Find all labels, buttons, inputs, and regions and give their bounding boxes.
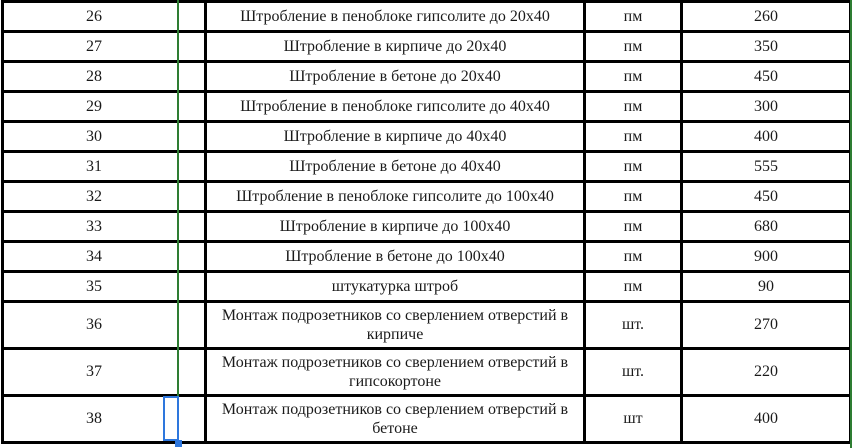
cell-selection-cursor[interactable] xyxy=(163,396,179,441)
table-row xyxy=(3,92,851,122)
unit-cell[interactable]: пм xyxy=(585,182,682,212)
row-number-cell[interactable]: 30 xyxy=(3,122,206,152)
row-number-cell[interactable]: 36 xyxy=(3,302,206,349)
price-cell[interactable]: 400 xyxy=(682,396,851,443)
table-row xyxy=(3,122,851,152)
row-number-cell[interactable]: 31 xyxy=(3,152,206,182)
price-cell[interactable]: 350 xyxy=(682,32,851,62)
column-guide-line-left xyxy=(177,0,179,443)
description-cell[interactable]: Штробление в кирпиче до 20x40 xyxy=(206,32,585,62)
row-number-cell[interactable]: 38 xyxy=(3,396,206,443)
table-row xyxy=(3,396,851,443)
price-table-body xyxy=(3,2,851,443)
description-cell[interactable]: Штробление в кирпиче до 40x40 xyxy=(206,122,585,152)
unit-cell[interactable]: пм xyxy=(585,272,682,302)
row-number-cell[interactable]: 33 xyxy=(3,212,206,242)
price-cell[interactable]: 450 xyxy=(682,182,851,212)
table-row xyxy=(3,62,851,92)
row-number-cell[interactable]: 37 xyxy=(3,349,206,396)
table-row xyxy=(3,212,851,242)
price-cell[interactable]: 300 xyxy=(682,92,851,122)
price-cell[interactable]: 555 xyxy=(682,152,851,182)
row-number-cell[interactable]: 34 xyxy=(3,242,206,272)
description-cell[interactable]: Монтаж подрозетников со сверлением отверстий в гипсокортоне xyxy=(206,349,585,396)
unit-cell[interactable]: пм xyxy=(585,242,682,272)
table-row xyxy=(3,152,851,182)
table-row xyxy=(3,32,851,62)
row-number-cell[interactable]: 29 xyxy=(3,92,206,122)
row-number-cell[interactable]: 26 xyxy=(3,2,206,32)
price-cell[interactable]: 680 xyxy=(682,212,851,242)
unit-cell[interactable]: шт. xyxy=(585,302,682,349)
description-cell[interactable]: Штробление в пеноблоке гипсолите до 40x40 xyxy=(206,92,585,122)
row-number-cell[interactable]: 35 xyxy=(3,272,206,302)
unit-cell[interactable]: пм xyxy=(585,92,682,122)
table-row xyxy=(3,272,851,302)
row-number-cell[interactable]: 27 xyxy=(3,32,206,62)
unit-cell[interactable]: шт. xyxy=(585,349,682,396)
description-cell[interactable]: Монтаж подрозетников со сверлением отверстий в кирпиче xyxy=(206,302,585,349)
unit-cell[interactable]: шт xyxy=(585,396,682,443)
description-cell[interactable]: Монтаж подрозетников со сверлением отверстий в бетоне xyxy=(206,396,585,443)
unit-cell[interactable]: пм xyxy=(585,62,682,92)
page-guide-line-right xyxy=(850,0,852,448)
table-row xyxy=(3,242,851,272)
description-cell[interactable]: Штробление в пеноблоке гипсолите до 20x40 xyxy=(206,2,585,32)
table-row xyxy=(3,182,851,212)
description-cell[interactable]: Штробление в бетоне до 20x40 xyxy=(206,62,585,92)
price-cell[interactable]: 220 xyxy=(682,349,851,396)
price-table xyxy=(1,0,852,444)
selection-resize-handle[interactable] xyxy=(175,440,182,447)
row-number-cell[interactable]: 28 xyxy=(3,62,206,92)
description-cell[interactable]: Штробление в кирпиче до 100x40 xyxy=(206,212,585,242)
table-row xyxy=(3,349,851,396)
unit-cell[interactable]: пм xyxy=(585,212,682,242)
price-cell[interactable]: 450 xyxy=(682,62,851,92)
row-number-cell[interactable]: 32 xyxy=(3,182,206,212)
price-cell[interactable]: 260 xyxy=(682,2,851,32)
description-cell[interactable]: Штробление в пеноблоке гипсолите до 100x40 xyxy=(206,182,585,212)
unit-cell[interactable]: пм xyxy=(585,2,682,32)
unit-cell[interactable]: пм xyxy=(585,32,682,62)
price-cell[interactable]: 90 xyxy=(682,272,851,302)
table-row xyxy=(3,2,851,32)
price-cell[interactable]: 400 xyxy=(682,122,851,152)
table-row xyxy=(3,302,851,349)
description-cell[interactable]: штукатурка штроб xyxy=(206,272,585,302)
description-cell[interactable]: Штробление в бетоне до 40x40 xyxy=(206,152,585,182)
price-cell[interactable]: 270 xyxy=(682,302,851,349)
description-cell[interactable]: Штробление в бетоне до 100x40 xyxy=(206,242,585,272)
unit-cell[interactable]: пм xyxy=(585,152,682,182)
price-cell[interactable]: 900 xyxy=(682,242,851,272)
unit-cell[interactable]: пм xyxy=(585,122,682,152)
